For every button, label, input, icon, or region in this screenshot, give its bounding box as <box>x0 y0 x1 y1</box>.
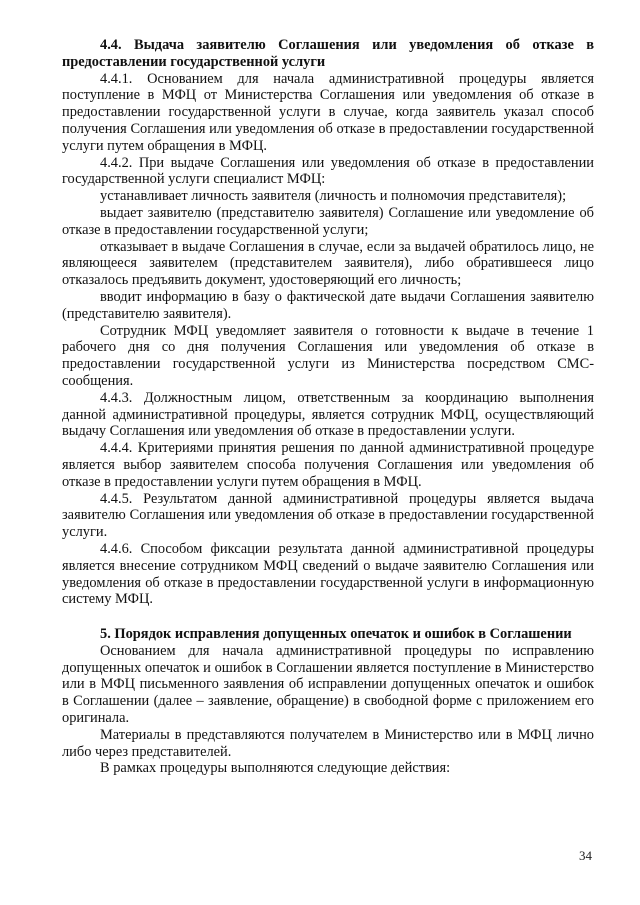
section-5-heading: 5. Порядок исправления допущенных опечаток и ошибок в Соглашении <box>100 626 572 643</box>
paragraph-4-4-3: 4.4.3. Должностным лицом, ответственным за координацию выполнения данной административной процедуры, является сотрудник МФЦ, осуществляющий выдачу Соглашения или уведомления об отказе в предоставлении услуги. <box>62 389 594 440</box>
paragraph-4-4-5: 4.4.5. Результатом данной административной процедуры является выдача заявителю Соглашения или уведомления об отказе в предоставлении государственной услуги. <box>62 490 594 541</box>
paragraph-5-3: В рамках процедуры выполняются следующие действия: <box>100 760 451 777</box>
paragraph-4-4-6: 4.4.6. Способом фиксации результата данной административной процедуры является внесение сотрудником МФЦ сведений о выдаче заявителю Соглашения или уведомления об отказе в предоставлении государственной услуги в информационную систему МФЦ. <box>62 540 594 608</box>
paragraph-sms-notice: Сотрудник МФЦ уведомляет заявителя о готовности к выдаче в течение 1 рабочего дня со дня получения Соглашения или уведомления об отказе в предоставлении государственной услуги из Министерства посредством СМС-сообщения. <box>62 322 594 389</box>
section-spacer <box>62 608 594 626</box>
paragraph-5-2: Материалы в представляются получателем в Министерство или в МФЦ лично либо через представителей. <box>62 726 594 760</box>
section-4-4-heading: 4.4. Выдача заявителю Соглашения или уведомления об отказе в предоставлении государственной услуги <box>62 37 594 70</box>
paragraph-4-4-4: 4.4.4. Критериями принятия решения по данной административной процедуре является выбор заявителем способа получения Соглашения или уведомления об отказе в предоставлении услуги путем обращения в МФЦ. <box>62 440 594 490</box>
paragraph-5-1: Основанием для начала административной процедуры по исправлению допущенных опечаток и ошибок в Соглашении является поступление в Министерство или в МФЦ письменного заявления об исправлении допущенных опечаток и ошибок в Соглашении (далее – заявление, обращение) в свободной форме с приложением его оригинала. <box>62 642 594 727</box>
list-item: вводит информацию в базу о фактической дате выдачи Соглашения заявителю (представителю заявителя). <box>62 288 594 322</box>
paragraph-4-4-1: 4.4.1. Основанием для начала административной процедуры является поступление в МФЦ от Министерства Соглашения или уведомления об отказе в предоставлении государственной услуги в случае, когда заявитель указал способ получения Соглашения или уведомления об отказе в предоставлении государственной услуги путем обращения в МФЦ. <box>62 70 594 154</box>
paragraph-4-4-2: 4.4.2. При выдаче Соглашения или уведомления об отказе в предоставлении государственной услуги специалист МФЦ: <box>62 154 594 188</box>
list-item: устанавливает личность заявителя (личность и полномочия представителя); <box>100 188 567 205</box>
document-page <box>62 37 594 777</box>
page-number: 34 <box>579 848 592 863</box>
list-item: выдает заявителю (представителю заявителя) Соглашение или уведомление об отказе в предоставлении государственной услуги; <box>62 204 594 238</box>
list-item: отказывает в выдаче Соглашения в случае, если за выдачей обратилось лицо, не являющееся заявителем (представителем заявителя), либо обратившееся лицо отказалось предъявить документ, удостоверяющий его личность; <box>62 238 594 289</box>
